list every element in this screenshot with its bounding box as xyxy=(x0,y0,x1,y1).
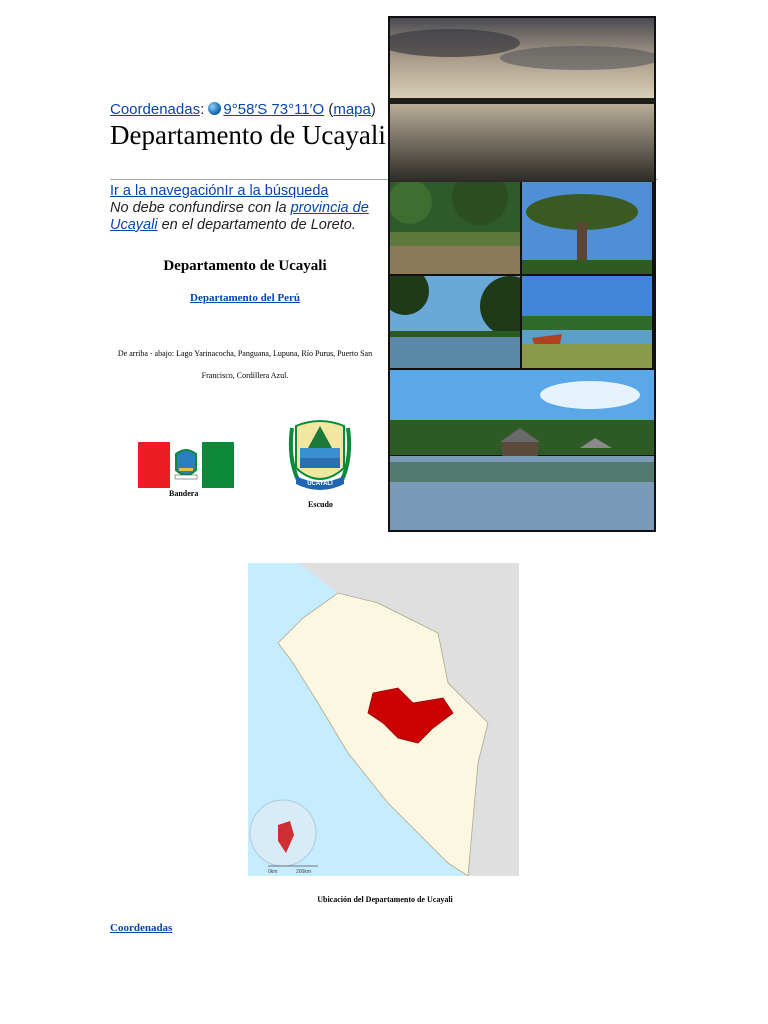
hatnote-prefix: No debe confundirse con la xyxy=(110,200,291,216)
lake-yarinacocha-photo xyxy=(390,18,654,182)
skip-to-search-link[interactable]: Ir a la búsqueda xyxy=(224,183,329,199)
shield-ribbon-text: UCAYALI xyxy=(307,481,333,487)
map-link[interactable]: mapa xyxy=(333,101,371,118)
cordillera-azul-photo xyxy=(390,370,654,530)
photo-caption: De arriba - abajo: Lago Yarinacocha, Panguana, Lupuna, Río Purus, Puerto San Francisco, Cordillera Azul. xyxy=(117,349,373,380)
flag-green-stripe xyxy=(202,442,234,488)
hatnote xyxy=(110,200,380,234)
flag-red-stripe xyxy=(138,442,170,488)
scale-end-label: 200km xyxy=(296,869,312,875)
panguana-photo xyxy=(390,182,520,274)
map-caption: Ubicación del Departamento de Ucayali xyxy=(317,895,453,904)
photo-collage[interactable] xyxy=(388,16,656,532)
page-title: Departamento de Ucayali xyxy=(110,120,386,150)
hatnote-link[interactable]: provincia de Ucayali xyxy=(110,200,369,233)
open-paren: ( xyxy=(328,101,334,118)
coordinates-value-link[interactable]: 9°58′S 73°11′O xyxy=(223,101,325,118)
globe-icon xyxy=(208,102,221,115)
flag-emblem-icon xyxy=(170,442,202,488)
close-paren: ) xyxy=(370,101,376,118)
location-map[interactable] xyxy=(248,563,519,876)
flag-image[interactable] xyxy=(138,442,234,488)
flag-label: Bandera xyxy=(169,489,199,498)
lupuna-tree-photo xyxy=(522,182,652,274)
puerto-san-francisco-photo xyxy=(522,276,652,368)
coordinates-link[interactable]: Coordenadas xyxy=(110,101,201,118)
hatnote-suffix: en el departamento de Loreto. xyxy=(157,217,356,233)
shield-label: Escudo xyxy=(308,500,333,509)
skip-to-navigation-link[interactable]: Ir a la navegación xyxy=(110,183,225,199)
infobox-type-link[interactable]: Departamento del Perú xyxy=(190,292,300,304)
coordinates-line xyxy=(110,101,376,118)
footer-coordinates-link[interactable]: Coordenadas xyxy=(110,922,173,934)
rio-purus-photo xyxy=(390,276,520,368)
footer-coordinates-wrap xyxy=(110,922,172,934)
coat-of-arms-icon[interactable] xyxy=(284,418,356,500)
skip-links xyxy=(110,183,328,199)
flag-white-stripe xyxy=(170,442,202,488)
coordinates-separator: : xyxy=(200,101,205,118)
infobox-title: Departamento de Ucayali xyxy=(163,258,327,274)
infobox-type-link-wrap xyxy=(110,292,380,304)
scale-start-label: 0km xyxy=(268,869,278,875)
